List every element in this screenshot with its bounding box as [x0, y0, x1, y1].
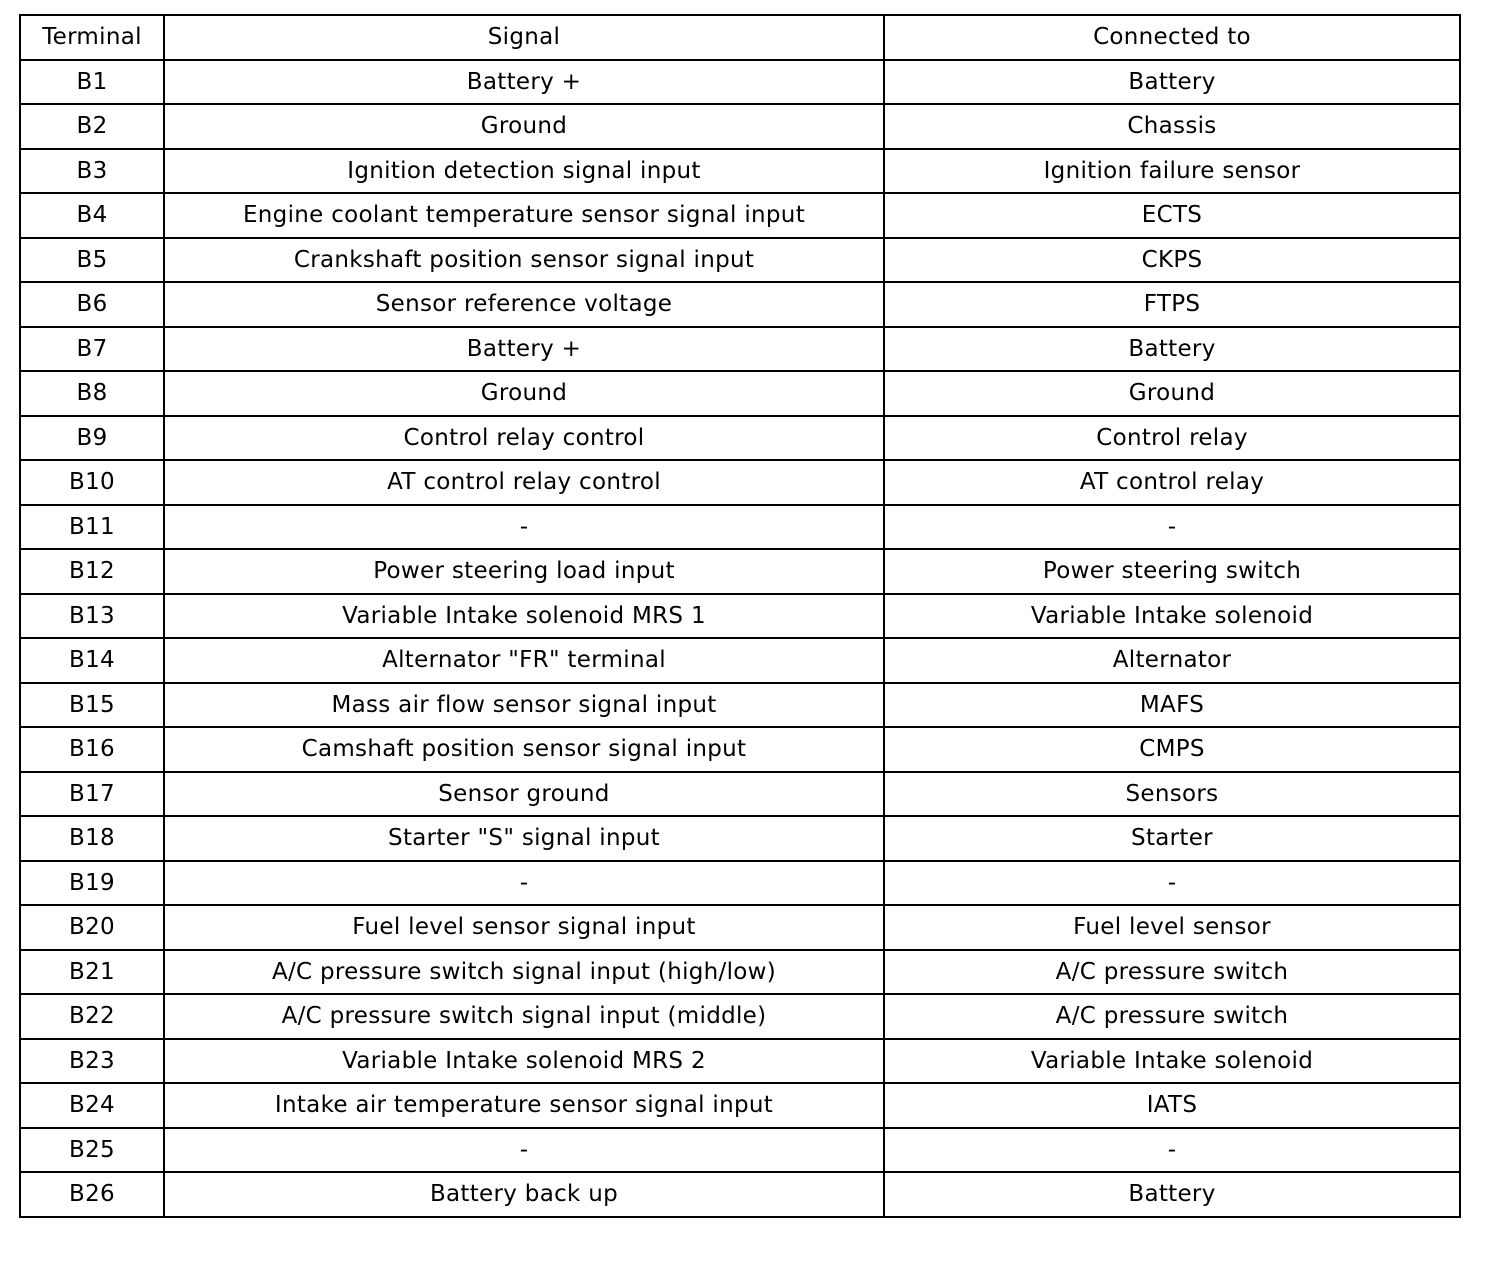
- cell-connected-to: Fuel level sensor: [884, 905, 1460, 950]
- cell-terminal: B4: [20, 193, 164, 238]
- cell-terminal: B24: [20, 1083, 164, 1128]
- cell-connected-to: MAFS: [884, 683, 1460, 728]
- cell-signal: Camshaft position sensor signal input: [164, 727, 884, 772]
- table-row: [20, 505, 1460, 550]
- cell-signal: Ignition detection signal input: [164, 149, 884, 194]
- cell-connected-to: -: [884, 505, 1460, 550]
- cell-terminal: B17: [20, 772, 164, 817]
- cell-connected-to: ECTS: [884, 193, 1460, 238]
- table-row: [20, 772, 1460, 817]
- table-row: [20, 1083, 1460, 1128]
- cell-terminal: B9: [20, 416, 164, 461]
- cell-signal: Fuel level sensor signal input: [164, 905, 884, 950]
- cell-signal: Starter "S" signal input: [164, 816, 884, 861]
- cell-terminal: B14: [20, 638, 164, 683]
- table-row: [20, 238, 1460, 283]
- cell-terminal: B21: [20, 950, 164, 995]
- cell-terminal: B5: [20, 238, 164, 283]
- cell-connected-to: Ignition failure sensor: [884, 149, 1460, 194]
- cell-terminal: B25: [20, 1128, 164, 1173]
- cell-connected-to: -: [884, 861, 1460, 906]
- cell-connected-to: Alternator: [884, 638, 1460, 683]
- cell-terminal: B10: [20, 460, 164, 505]
- cell-terminal: B2: [20, 104, 164, 149]
- cell-connected-to: A/C pressure switch: [884, 950, 1460, 995]
- table-row: [20, 193, 1460, 238]
- cell-terminal: B13: [20, 594, 164, 639]
- cell-signal: Sensor ground: [164, 772, 884, 817]
- cell-terminal: B23: [20, 1039, 164, 1084]
- table-row: [20, 683, 1460, 728]
- table-row: [20, 549, 1460, 594]
- table-row: [20, 638, 1460, 683]
- cell-signal: Intake air temperature sensor signal input: [164, 1083, 884, 1128]
- cell-signal: Engine coolant temperature sensor signal input: [164, 193, 884, 238]
- cell-signal: Battery +: [164, 60, 884, 105]
- cell-connected-to: FTPS: [884, 282, 1460, 327]
- cell-connected-to: Power steering switch: [884, 549, 1460, 594]
- cell-connected-to: Ground: [884, 371, 1460, 416]
- terminal-pinout-table: [19, 14, 1461, 1218]
- cell-connected-to: A/C pressure switch: [884, 994, 1460, 1039]
- table-row: [20, 1039, 1460, 1084]
- table-row: [20, 327, 1460, 372]
- cell-signal: A/C pressure switch signal input (high/low): [164, 950, 884, 995]
- table-row: [20, 1128, 1460, 1173]
- cell-signal: Variable Intake solenoid MRS 2: [164, 1039, 884, 1084]
- cell-connected-to: Starter: [884, 816, 1460, 861]
- table-row: [20, 149, 1460, 194]
- cell-signal: Battery back up: [164, 1172, 884, 1217]
- cell-signal: -: [164, 505, 884, 550]
- cell-signal: Sensor reference voltage: [164, 282, 884, 327]
- cell-connected-to: Battery: [884, 60, 1460, 105]
- table-row: [20, 816, 1460, 861]
- cell-connected-to: -: [884, 1128, 1460, 1173]
- cell-terminal: B16: [20, 727, 164, 772]
- table-row: [20, 861, 1460, 906]
- table-row: [20, 282, 1460, 327]
- table-row: [20, 594, 1460, 639]
- table-row: [20, 727, 1460, 772]
- cell-signal: Ground: [164, 371, 884, 416]
- cell-connected-to: Battery: [884, 1172, 1460, 1217]
- table-body: [20, 60, 1460, 1217]
- cell-signal: Alternator "FR" terminal: [164, 638, 884, 683]
- header-signal: Signal: [164, 15, 884, 60]
- cell-signal: Variable Intake solenoid MRS 1: [164, 594, 884, 639]
- table-row: [20, 460, 1460, 505]
- cell-terminal: B6: [20, 282, 164, 327]
- cell-terminal: B18: [20, 816, 164, 861]
- cell-connected-to: Sensors: [884, 772, 1460, 817]
- cell-terminal: B15: [20, 683, 164, 728]
- cell-terminal: B12: [20, 549, 164, 594]
- table-row: [20, 371, 1460, 416]
- table-row: [20, 416, 1460, 461]
- cell-signal: Crankshaft position sensor signal input: [164, 238, 884, 283]
- cell-signal: AT control relay control: [164, 460, 884, 505]
- table-row: [20, 905, 1460, 950]
- cell-connected-to: Chassis: [884, 104, 1460, 149]
- cell-terminal: B11: [20, 505, 164, 550]
- cell-terminal: B20: [20, 905, 164, 950]
- cell-terminal: B22: [20, 994, 164, 1039]
- table-row: [20, 60, 1460, 105]
- header-connected-to: Connected to: [884, 15, 1460, 60]
- table-header-row: [20, 15, 1460, 60]
- cell-terminal: B3: [20, 149, 164, 194]
- cell-signal: -: [164, 1128, 884, 1173]
- cell-signal: Control relay control: [164, 416, 884, 461]
- cell-connected-to: AT control relay: [884, 460, 1460, 505]
- cell-terminal: B26: [20, 1172, 164, 1217]
- cell-connected-to: CMPS: [884, 727, 1460, 772]
- cell-terminal: B7: [20, 327, 164, 372]
- table-row: [20, 1172, 1460, 1217]
- cell-signal: Mass air flow sensor signal input: [164, 683, 884, 728]
- table-row: [20, 104, 1460, 149]
- cell-signal: Battery +: [164, 327, 884, 372]
- cell-signal: Ground: [164, 104, 884, 149]
- cell-connected-to: Variable Intake solenoid: [884, 1039, 1460, 1084]
- header-terminal: Terminal: [20, 15, 164, 60]
- cell-connected-to: Battery: [884, 327, 1460, 372]
- cell-terminal: B19: [20, 861, 164, 906]
- cell-terminal: B8: [20, 371, 164, 416]
- cell-connected-to: IATS: [884, 1083, 1460, 1128]
- cell-signal: -: [164, 861, 884, 906]
- cell-connected-to: CKPS: [884, 238, 1460, 283]
- cell-connected-to: Control relay: [884, 416, 1460, 461]
- cell-signal: A/C pressure switch signal input (middle): [164, 994, 884, 1039]
- table-row: [20, 994, 1460, 1039]
- table-row: [20, 950, 1460, 995]
- cell-signal: Power steering load input: [164, 549, 884, 594]
- cell-connected-to: Variable Intake solenoid: [884, 594, 1460, 639]
- cell-terminal: B1: [20, 60, 164, 105]
